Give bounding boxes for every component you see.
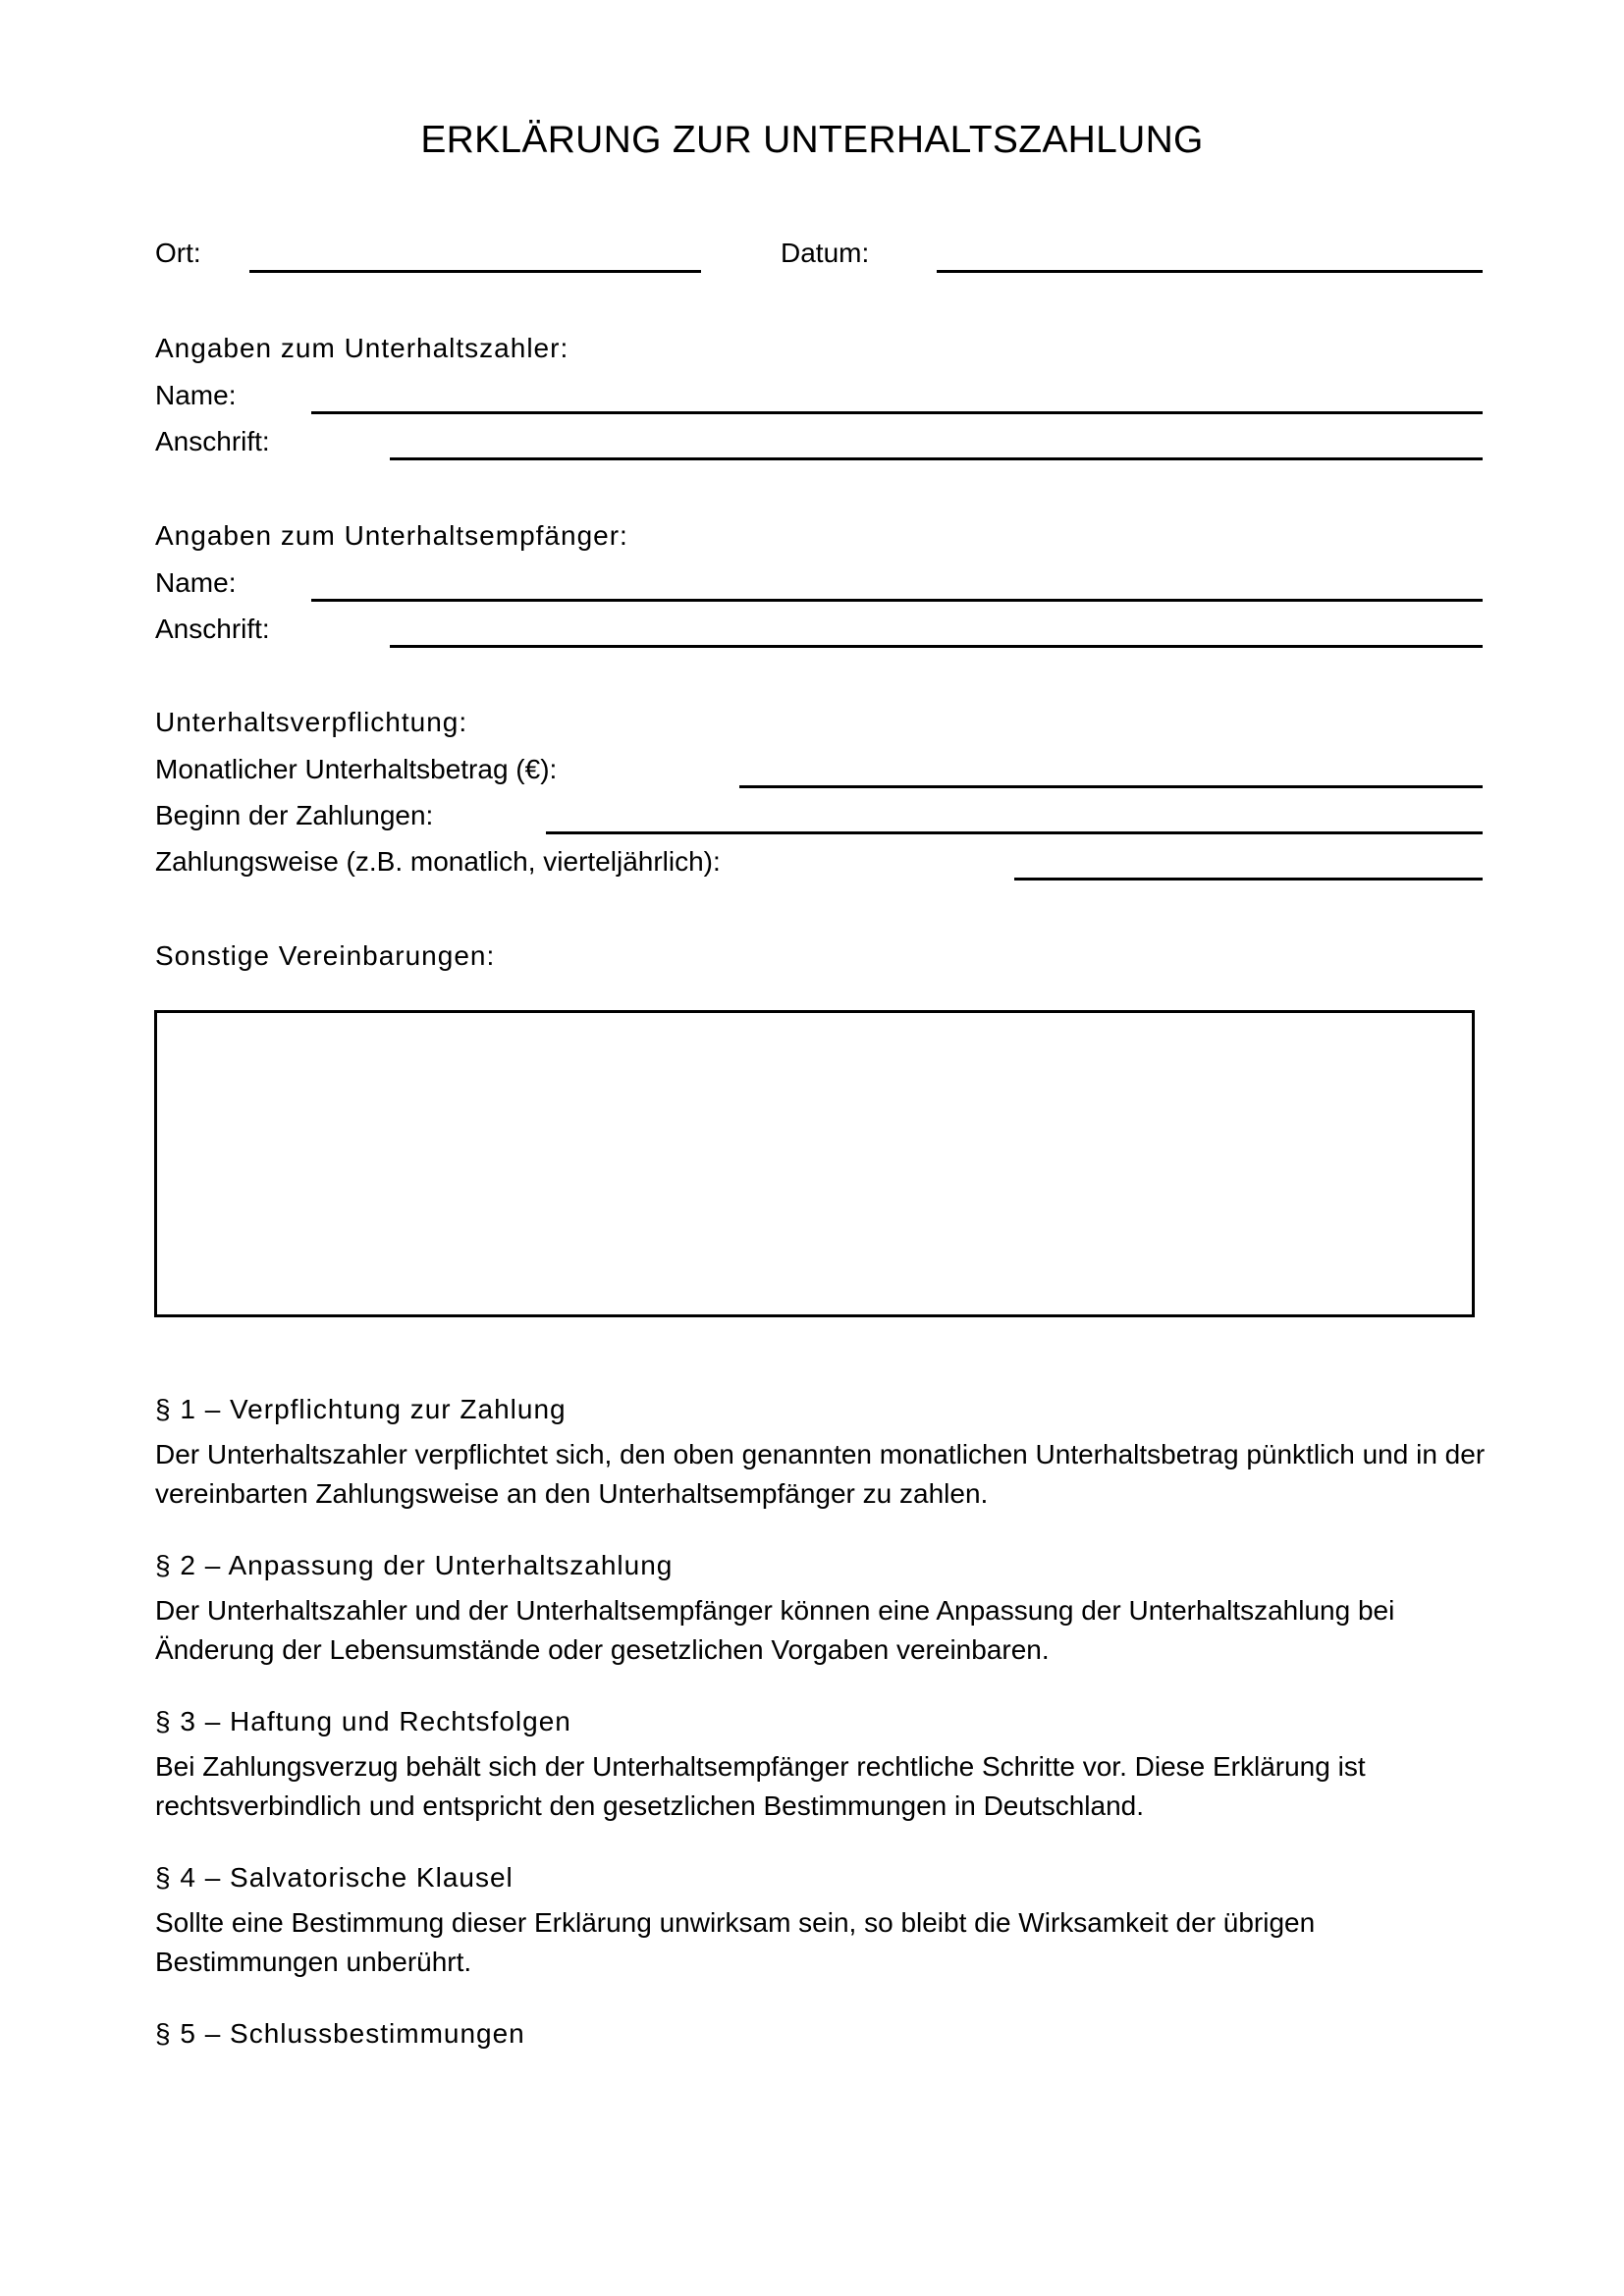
section-5-title: § 5 – Schlussbestimmungen: [155, 2018, 525, 2049]
datum-field[interactable]: [937, 270, 1483, 273]
section-4-title: § 4 – Salvatorische Klausel: [155, 1862, 514, 1893]
datum-label: Datum:: [781, 238, 870, 268]
section-2-text: Der Unterhaltszahler und der Unterhaltsempfänger können eine Anpassung der Unterhaltszahlung bei Änderung der Lebensumstände oder gesetzlichen Vorgaben vereinbaren.: [155, 1595, 1395, 1665]
section-2-title: § 2 – Anpassung der Unterhaltszahlung: [155, 1550, 674, 1580]
method-field[interactable]: [1014, 878, 1483, 881]
recipient-name-label: Name:: [155, 567, 237, 598]
recipient-heading: Angaben zum Unterhaltsempfänger:: [155, 520, 628, 551]
ort-label: Ort:: [155, 238, 201, 268]
section-3-text: Bei Zahlungsverzug behält sich der Unterhaltsempfänger rechtliche Schritte vor. Diese Erklärung ist rechtsverbindlich und entspricht den gesetzlichen Bestimmungen in Deutschland.: [155, 1751, 1366, 1821]
section-1-title: § 1 – Verpflichtung zur Zahlung: [155, 1394, 567, 1424]
section-4-text: Sollte eine Bestimmung dieser Erklärung unwirksam sein, so bleibt die Wirksamkeit der übrigen Bestimmungen unberührt.: [155, 1907, 1316, 1977]
obligation-heading: Unterhaltsverpflichtung:: [155, 707, 468, 737]
other-agreements-heading: Sonstige Vereinbarungen:: [155, 940, 496, 971]
other-agreements-box[interactable]: [154, 1010, 1475, 1317]
recipient-name-field[interactable]: [311, 599, 1483, 602]
payer-address-field[interactable]: [390, 457, 1483, 460]
recipient-address-label: Anschrift:: [155, 614, 270, 644]
document-title: ERKLÄRUNG ZUR UNTERHALTSZAHLUNG: [420, 119, 1204, 161]
section-1-text: Der Unterhaltszahler verpflichtet sich, den oben genannten monatlichen Unterhaltsbetrag pünktlich und in der vereinbarten Zahlungsweise an den Unterhaltsempfänger zu zahlen.: [155, 1439, 1486, 1509]
payer-name-field[interactable]: [311, 411, 1483, 414]
amount-field[interactable]: [739, 785, 1483, 788]
amount-label: Monatlicher Unterhaltsbetrag (€):: [155, 754, 558, 784]
payer-heading: Angaben zum Unterhaltszahler:: [155, 333, 569, 363]
ort-field[interactable]: [249, 270, 701, 273]
start-field[interactable]: [546, 831, 1483, 834]
method-label: Zahlungsweise (z.B. monatlich, vierteljährlich):: [155, 846, 721, 877]
payer-name-label: Name:: [155, 380, 237, 410]
section-3-title: § 3 – Haftung und Rechtsfolgen: [155, 1706, 571, 1736]
start-label: Beginn der Zahlungen:: [155, 800, 434, 830]
payer-address-label: Anschrift:: [155, 426, 270, 456]
recipient-address-field[interactable]: [390, 645, 1483, 648]
